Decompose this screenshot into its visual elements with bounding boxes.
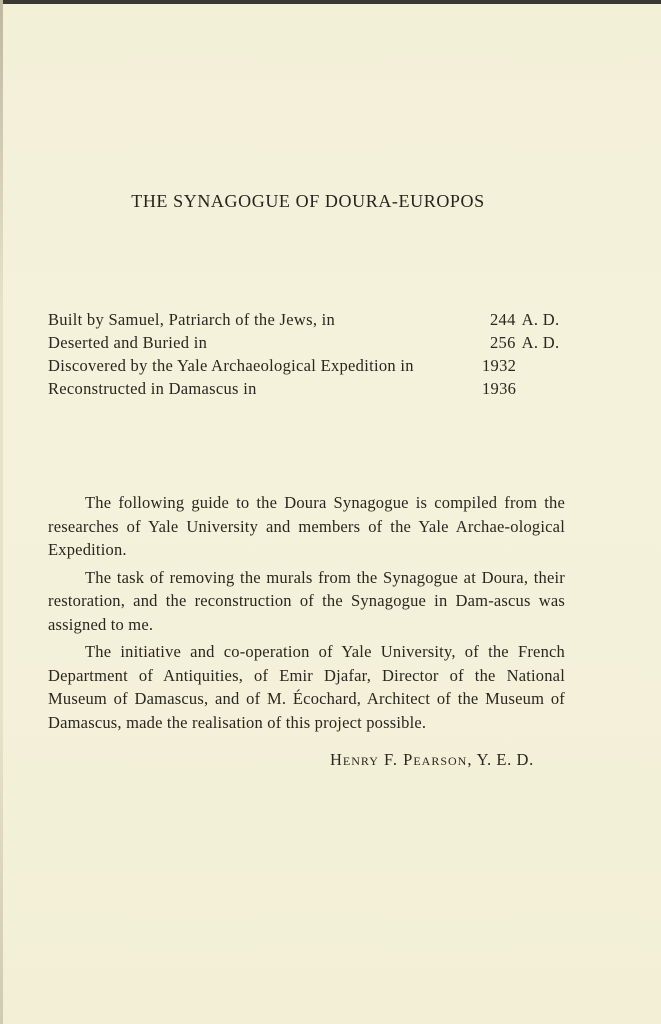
chronology-date [482, 377, 516, 400]
chronology-date [482, 354, 516, 377]
chronology-list [48, 308, 588, 400]
chronology-year: 244 [490, 310, 516, 329]
chronology-year: 1932 [482, 356, 517, 375]
chronology-event: Deserted and Buried in [48, 333, 208, 352]
chronology-row [48, 354, 588, 377]
chronology-era: A. D. [521, 333, 560, 352]
chronology-row [48, 308, 588, 331]
chronology-era: A. D. [521, 310, 560, 329]
chronology-row [48, 331, 588, 354]
chronology-event: Reconstructed in Damascus in [48, 379, 257, 398]
page-top-edge [0, 0, 661, 4]
guide-text [48, 491, 565, 738]
author-name: Henry F. Pearson, [330, 750, 473, 769]
chronology-event: Discovered by the Yale Archaeological Expedition in [48, 356, 414, 375]
chronology-date [490, 308, 559, 331]
chronology-event: Built by Samuel, Patriarch of the Jews, in [48, 310, 336, 329]
chronology-year: 1936 [482, 379, 517, 398]
guide-paragraph: The following guide to the Doura Synagogue is compiled from the researches of Yale University and members of the Yale Archae-ological Expedition. [48, 493, 565, 559]
chronology-year: 256 [490, 333, 516, 352]
guide-paragraph: The initiative and co-operation of Yale University, of the French Department of Antiquities, of Emir Djafar, Director of the National Museum of Damascus, and of M. Écochard, Architect of the Museum of Damascus, made the realisation of this project possible. [48, 642, 565, 732]
chronology-row [48, 377, 588, 400]
chronology-date [490, 331, 559, 354]
page-left-edge [0, 0, 3, 1024]
guide-paragraph: The task of removing the murals from the Synagogue at Doura, their restoration, and the reconstruction of the Synagogue in Dam-ascus was assigned to me. [48, 567, 565, 634]
author-credential: Y. E. D. [476, 750, 534, 769]
author-signature [330, 750, 534, 770]
page-title: THE SYNAGOGUE OF DOURA-EUROPOS [131, 191, 485, 211]
